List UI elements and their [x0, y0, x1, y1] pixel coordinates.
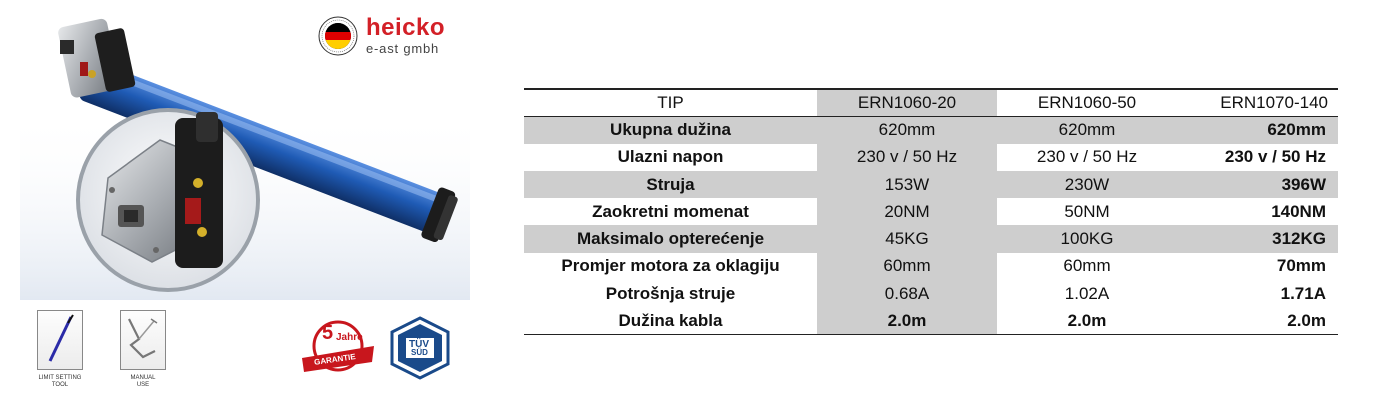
- row-label: Promjer motora za oklagiju: [561, 256, 780, 276]
- row-value: 100KG: [997, 225, 1177, 252]
- feature-caption-line2: USE: [136, 382, 150, 388]
- row-value: 0.68A: [817, 280, 997, 307]
- row-label: Maksimalo opterećenje: [524, 225, 817, 252]
- row-value: 50NM: [1064, 201, 1110, 221]
- brand-name: heicko: [366, 14, 446, 41]
- row-value: 230 v / 50 Hz: [1036, 147, 1138, 167]
- header-cell: TIP: [524, 89, 817, 116]
- feature-limit-setting: [35, 310, 85, 389]
- header-cell: ERN1060-50: [997, 89, 1177, 116]
- table-row: [524, 225, 1338, 252]
- table-row: [524, 198, 1338, 225]
- row-label: Ulazni napon: [617, 147, 724, 167]
- table-row: [524, 307, 1338, 334]
- limit-setting-tool-icon: [38, 311, 81, 368]
- brand-subtitle: e-ast gmbh: [366, 41, 440, 56]
- row-label: Zaokretni momenat: [592, 201, 749, 221]
- brand-logo: [318, 14, 458, 60]
- row-value: 396W: [1177, 171, 1338, 198]
- row-value: 60mm: [1063, 256, 1111, 276]
- header-cell: ERN1060-20: [817, 89, 997, 116]
- table-row: [524, 116, 1338, 143]
- row-value: 230 v / 50 Hz: [817, 144, 997, 171]
- row-label: Ukupna dužina: [524, 116, 817, 143]
- row-value: 620mm: [817, 116, 997, 143]
- tuv-badge: [388, 316, 452, 380]
- feature-caption-line1: LIMIT SETTING: [38, 375, 82, 381]
- row-label: Dužina kabla: [524, 307, 817, 334]
- row-value: 230W: [997, 171, 1177, 198]
- row-value: 2.0m: [817, 307, 997, 334]
- manual-use-icon: [121, 311, 164, 368]
- tuv-line1: TÜV: [409, 339, 429, 350]
- feature-caption-line2: TOOL: [51, 382, 69, 388]
- row-value: 153W: [817, 171, 997, 198]
- row-value: 620mm: [997, 116, 1177, 143]
- german-quality-seal-icon: [318, 16, 358, 56]
- feature-caption-line1: MANUAL: [130, 375, 156, 381]
- row-value: 2.0m: [1177, 307, 1338, 334]
- row-value: 140NM: [1271, 201, 1326, 221]
- row-label: Struja: [524, 171, 817, 198]
- table-header-row: [524, 89, 1338, 116]
- row-value: 2.0m: [997, 307, 1177, 334]
- header-cell: ERN1070-140: [1177, 89, 1338, 116]
- row-value: 60mm: [817, 253, 997, 280]
- row-value: 620mm: [1177, 116, 1338, 143]
- row-value: 230 v / 50 Hz: [1224, 147, 1326, 167]
- row-value: 70mm: [1276, 256, 1326, 276]
- row-value: 20NM: [817, 198, 997, 225]
- row-value: 312KG: [1177, 225, 1338, 252]
- row-value: 1.02A: [1064, 283, 1110, 303]
- row-label: Potrošnja struje: [605, 283, 736, 303]
- warranty-badge: [298, 318, 378, 378]
- spec-table: [524, 88, 1338, 335]
- warranty-badge-icon: [298, 318, 378, 378]
- table-row: [524, 144, 1338, 171]
- feature-manual-use: [118, 310, 168, 389]
- tuv-line2: SÜD: [411, 348, 428, 357]
- warranty-number: 5: [322, 322, 334, 344]
- table-row: [524, 280, 1338, 307]
- warranty-band: GARANTIE: [313, 352, 357, 367]
- warranty-word: Jahre: [336, 332, 363, 343]
- row-value: 45KG: [817, 225, 997, 252]
- row-value: 1.71A: [1280, 283, 1326, 303]
- table-row: [524, 253, 1338, 280]
- table-row: [524, 171, 1338, 198]
